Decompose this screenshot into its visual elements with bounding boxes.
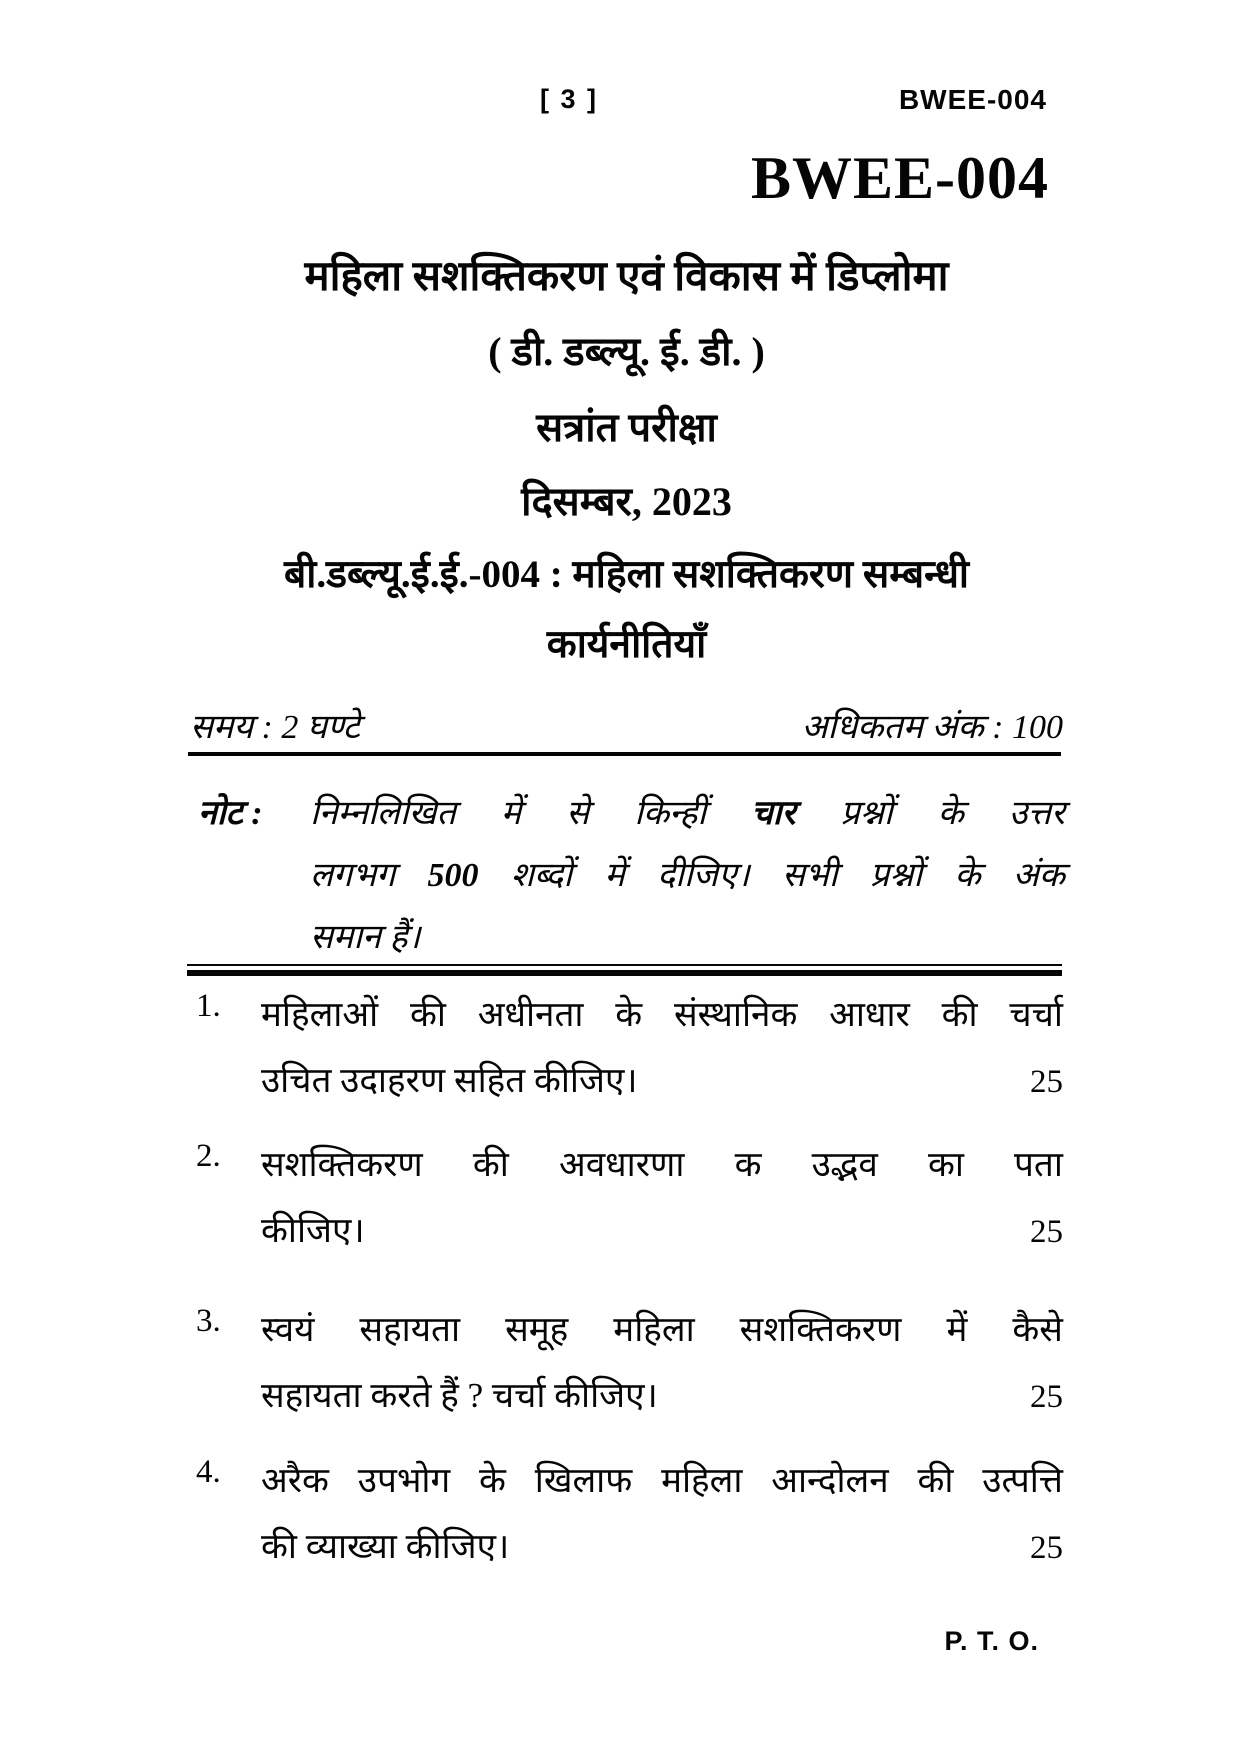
- word: आन्दोलन: [771, 1461, 889, 1500]
- word: के: [615, 995, 643, 1034]
- question-body: [261, 988, 1063, 1120]
- exam-date: दिसम्बर, 2023: [521, 479, 732, 524]
- word: सभी: [781, 857, 838, 894]
- maximum-marks: अधिकतम अंक : 100: [801, 709, 1063, 746]
- word: प्रश्नों: [840, 795, 893, 832]
- word: से: [566, 795, 590, 832]
- word: उत्तर: [1008, 795, 1065, 832]
- note-line-1: [310, 788, 1065, 850]
- question-3: [190, 1303, 1063, 1435]
- word: प्रश्नों: [869, 857, 923, 894]
- word: सशक्तिकरण: [261, 1145, 423, 1184]
- question-line-1: [261, 1303, 1063, 1369]
- question-line-2: [261, 1520, 1063, 1586]
- question-line-2: [261, 1204, 1063, 1270]
- word: अवधारणा: [558, 1145, 685, 1184]
- word: निम्नलिखित: [310, 795, 456, 832]
- word: चार: [751, 795, 796, 832]
- word: की: [941, 995, 978, 1034]
- word: चर्चा: [1009, 995, 1063, 1034]
- word: आधार: [829, 995, 910, 1034]
- word: अंक: [1012, 857, 1065, 894]
- question-1: [190, 988, 1063, 1120]
- question-text: उचित उदाहरण सहित कीजिए।: [261, 1061, 638, 1100]
- question-marks: 25: [1030, 1530, 1063, 1566]
- exam-type: सत्रांत परीक्षा: [536, 405, 717, 450]
- word: की: [409, 995, 446, 1034]
- question-line-1: [261, 988, 1063, 1054]
- word: के: [937, 795, 964, 832]
- time-allowed: समय : 2 घण्टे: [190, 709, 360, 746]
- word: की: [472, 1145, 509, 1184]
- word: महिलाओं: [261, 995, 379, 1034]
- course-title-line1: बी.डब्ल्यू.ई.ई.-004 : महिला सशक्तिकरण सम्बन्धी: [283, 553, 970, 596]
- question-line-1: [261, 1454, 1063, 1520]
- horizontal-rule: [188, 752, 1061, 756]
- question-marks: 25: [1030, 1064, 1063, 1100]
- page-number: [ 3 ]: [540, 84, 599, 114]
- word: की: [917, 1461, 954, 1500]
- programme-title: महिला सशक्तिकरण एवं विकास में डिप्लोमा: [304, 254, 949, 300]
- question-number: 4.: [196, 1454, 221, 1490]
- question-line-2: [261, 1054, 1063, 1120]
- question-text: सहायता करते हैं ? चर्चा कीजिए।: [261, 1376, 658, 1415]
- question-line-2: [261, 1369, 1063, 1435]
- word: में: [500, 795, 522, 832]
- word: महिला: [661, 1461, 743, 1500]
- word: उपभोग: [357, 1461, 451, 1500]
- word: स्वयं: [261, 1310, 315, 1349]
- word: सशक्तिकरण: [739, 1310, 902, 1349]
- question-4: [190, 1454, 1063, 1586]
- word: 500: [427, 857, 479, 894]
- double-rule: [187, 964, 1062, 976]
- double-rule-thick: [187, 970, 1062, 976]
- question-body: [261, 1454, 1063, 1586]
- word: का: [927, 1145, 964, 1184]
- course-title-line2: कार्यनीतियाँ: [546, 623, 707, 666]
- word: पता: [1014, 1145, 1063, 1184]
- header-course-code: BWEE-004: [898, 84, 1047, 115]
- word: के: [954, 857, 981, 894]
- question-text: की व्याख्या कीजिए।: [261, 1527, 510, 1566]
- word: के: [479, 1461, 506, 1500]
- question-number: 2.: [196, 1138, 221, 1174]
- word: समूह: [505, 1310, 569, 1349]
- word: दीजिए।: [657, 857, 750, 894]
- note-line-3: समान हैं।: [310, 919, 421, 956]
- word: किन्हीं: [634, 795, 707, 832]
- word: अधीनता: [477, 995, 584, 1034]
- word: संस्थानिक: [673, 995, 798, 1034]
- word: लगभग: [310, 857, 396, 894]
- programme-abbreviation: ( डी. डब्ल्यू. ई. डी. ): [488, 329, 765, 374]
- word: अरैक: [261, 1461, 329, 1500]
- question-2: [190, 1138, 1063, 1270]
- question-number: 1.: [196, 988, 221, 1024]
- word: कैसे: [1012, 1310, 1063, 1349]
- word: में: [946, 1310, 968, 1349]
- word: में: [604, 857, 625, 894]
- word: क: [734, 1145, 762, 1184]
- note-body: [310, 788, 1065, 974]
- question-text: कीजिए।: [261, 1211, 365, 1250]
- word: खिलाफ: [534, 1461, 633, 1500]
- note-label: नोट :: [198, 795, 263, 832]
- meta-row: [190, 702, 1063, 748]
- note-block: [190, 788, 1065, 974]
- question-number: 3.: [196, 1303, 221, 1339]
- pto-label: P. T. O.: [944, 1626, 1039, 1656]
- question-marks: 25: [1030, 1379, 1063, 1415]
- question-body: [261, 1303, 1063, 1435]
- question-line-1: [261, 1138, 1063, 1204]
- word: महिला: [613, 1310, 695, 1349]
- question-marks: 25: [1030, 1214, 1063, 1250]
- word: सहायता: [359, 1310, 461, 1349]
- question-body: [261, 1138, 1063, 1270]
- word: उद्भव: [811, 1145, 878, 1184]
- word: उत्पत्ति: [982, 1461, 1063, 1500]
- note-line-2: [310, 850, 1065, 912]
- paper-code-title: BWEE-004: [750, 145, 1049, 211]
- word: शब्दों: [510, 857, 573, 894]
